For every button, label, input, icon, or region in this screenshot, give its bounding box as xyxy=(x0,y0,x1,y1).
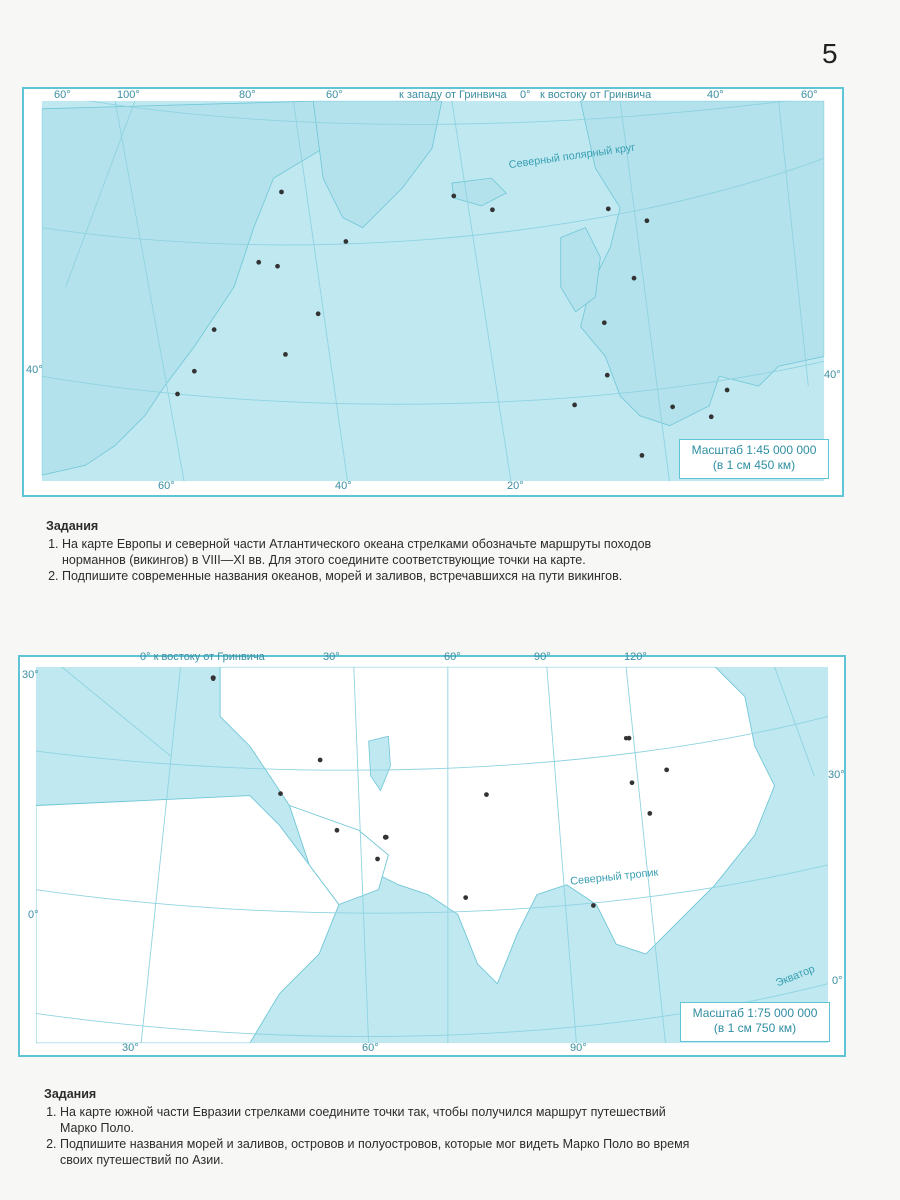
bottom-coord: 40° xyxy=(335,480,352,492)
top-coord: 0° xyxy=(520,89,531,101)
tropic-label: Северный тропик xyxy=(569,866,659,888)
route-point[interactable] xyxy=(605,373,610,378)
route-point[interactable] xyxy=(490,207,495,212)
top-coord: 80° xyxy=(239,89,256,101)
route-point[interactable] xyxy=(591,903,596,908)
task-item: 2. Подпишите названия морей и заливов, островов и полуостровов, которые мог видеть Марко Поло во время своих путешествий по Азии. xyxy=(60,1136,690,1168)
left-coord: 0° xyxy=(28,909,39,921)
bottom-coord: 90° xyxy=(570,1042,587,1054)
map-scale xyxy=(680,1002,830,1042)
route-point[interactable] xyxy=(645,218,650,223)
left-coord: 30° xyxy=(22,669,39,681)
tasks-title: Задания xyxy=(44,1087,97,1101)
top-coord: 60° xyxy=(801,89,818,101)
top-coord: к западу от Гринвича xyxy=(399,89,507,101)
top-coord: 60° xyxy=(326,89,343,101)
scale-distance: (в 1 см 450 км) xyxy=(712,458,796,472)
route-point[interactable] xyxy=(192,369,197,374)
route-point[interactable] xyxy=(451,194,456,199)
top-coord: 0° к востоку от Гринвича xyxy=(140,651,265,663)
scale-ratio: Масштаб 1:75 000 000 xyxy=(692,1006,818,1020)
task-item: 2. Подпишите современные названия океанов, морей и заливов, встречавшихся на пути викингов. xyxy=(62,568,682,584)
route-point[interactable] xyxy=(384,835,388,839)
route-point[interactable] xyxy=(318,758,323,763)
scale-ratio: Масштаб 1:45 000 000 xyxy=(691,443,817,457)
route-point[interactable] xyxy=(343,239,348,244)
right-coord: 0° xyxy=(832,975,843,987)
route-point[interactable] xyxy=(175,392,180,397)
route-point[interactable] xyxy=(212,327,217,332)
top-coord: 120° xyxy=(624,651,647,663)
side-coord: 40° xyxy=(824,369,841,381)
equator-label: Экватор xyxy=(774,962,817,990)
vikings-map xyxy=(22,87,844,497)
bottom-coord: 60° xyxy=(362,1042,379,1054)
route-point[interactable] xyxy=(316,311,321,316)
top-coord: 60° xyxy=(54,89,71,101)
top-coord: к востоку от Гринвича xyxy=(540,89,652,101)
route-point[interactable] xyxy=(606,206,611,211)
route-point[interactable] xyxy=(279,190,284,195)
vikings-map-drawing xyxy=(24,89,842,495)
route-point[interactable] xyxy=(670,404,675,409)
top-coord: 40° xyxy=(707,89,724,101)
side-coord: 40° xyxy=(26,364,43,376)
route-point[interactable] xyxy=(709,414,714,419)
arctic-circle-label: Северный полярный круг xyxy=(507,141,636,172)
tasks-marco-polo xyxy=(40,1086,690,1168)
scale-distance: (в 1 см 750 км) xyxy=(713,1021,797,1035)
route-point[interactable] xyxy=(484,792,489,797)
task-item: 1. На карте южной части Евразии стрелками соедините точки так, чтобы получился маршрут путешествий Марко Поло. xyxy=(60,1104,690,1136)
route-point[interactable] xyxy=(632,276,637,281)
top-coord: 100° xyxy=(117,89,140,101)
route-point[interactable] xyxy=(647,811,652,816)
route-point[interactable] xyxy=(640,453,645,458)
marco-polo-map-drawing xyxy=(20,657,844,1055)
task-item: 1. На карте Европы и северной части Атлантического океана стрелками обозначьте маршруты походов норманнов (викингов) в VIII—XI вв. Для этого соедините соответствующие точки на карте. xyxy=(62,536,682,568)
bottom-coord: 60° xyxy=(158,480,175,492)
route-point[interactable] xyxy=(275,264,280,269)
route-point[interactable] xyxy=(283,352,288,357)
page-number: 5 xyxy=(822,38,838,69)
right-coord: 30° xyxy=(828,769,845,781)
route-point[interactable] xyxy=(602,320,607,325)
route-point[interactable] xyxy=(630,780,635,785)
bottom-coord: 30° xyxy=(122,1042,139,1054)
route-point[interactable] xyxy=(463,895,468,900)
tasks-title: Задания xyxy=(46,519,99,533)
marco-polo-map xyxy=(18,651,846,1057)
route-point[interactable] xyxy=(375,857,380,862)
route-point[interactable] xyxy=(664,767,669,772)
top-coord: 60° xyxy=(444,651,461,663)
route-point[interactable] xyxy=(211,677,215,681)
route-point[interactable] xyxy=(725,388,730,393)
top-coord: 30° xyxy=(323,651,340,663)
route-point[interactable] xyxy=(278,791,283,796)
bottom-coord: 20° xyxy=(507,480,524,492)
map-scale xyxy=(679,439,829,479)
tasks-vikings xyxy=(42,518,682,584)
route-point[interactable] xyxy=(624,736,628,740)
route-point[interactable] xyxy=(572,403,577,408)
route-point[interactable] xyxy=(335,828,340,833)
top-coord: 90° xyxy=(534,651,551,663)
route-point[interactable] xyxy=(256,260,261,265)
